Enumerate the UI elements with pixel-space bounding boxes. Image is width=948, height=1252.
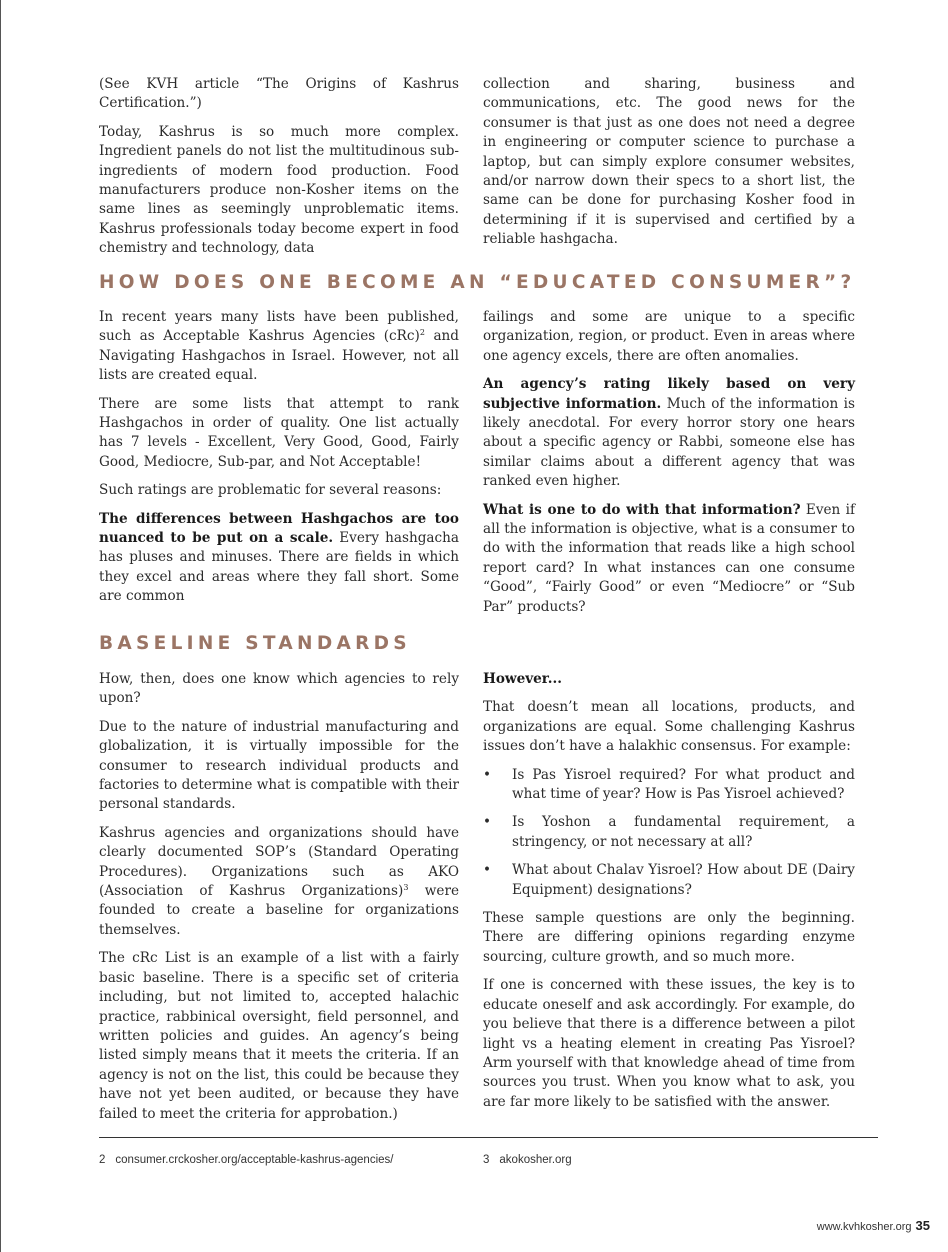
- section1-left-column: [99, 308, 459, 616]
- section-heading-educated-consumer: HOW DOES ONE BECOME AN “EDUCATED CONSUMER”?: [99, 272, 856, 293]
- bold-lead: The differences between Hashgachos are too nuanced to be put on a scale.: [99, 510, 459, 547]
- paragraph: Today, Kashrus is so much more complex. Ingredient panels do not list the multitudinous sub-ingredients of modern food production. Food manufacturers produce non-Kosher items on the same lines as seemingly unproblematic items. Kashrus professionals today become expert in food chemistry and technology, data: [99, 123, 459, 257]
- footnote-3: [483, 1154, 572, 1166]
- paragraph: An agency’s rating likely based on very subjective information. Much of the information is likely anecdotal. For every horror story one hears about a specific agency or Rabbi, someone else has similar claims about a different agency that was ranked even higher.: [483, 376, 855, 490]
- section2-left-column: [99, 670, 459, 1133]
- section-heading-baseline-standards: BASELINE STANDARDS: [99, 633, 411, 654]
- bullet-icon: •: [483, 862, 492, 879]
- footnote-2: [99, 1154, 393, 1166]
- subheading-however: However...: [483, 671, 562, 687]
- list-item: • Is Yoshon a fundamental requirement, a stringency, or not necessary at all?: [483, 814, 855, 850]
- footnote-number: 2: [99, 1154, 106, 1166]
- paragraph: failings and some are unique to a specific organization, region, or product. Even in areas where one agency excels, there are often anomalies.: [483, 309, 855, 364]
- paragraph: The differences between Hashgachos are too nuanced to be put on a scale. Every hashgacha has pluses and minuses. There are fields in which they excel and areas where they fall short. Some are common: [99, 510, 460, 605]
- footnote-ref: 3: [403, 883, 409, 893]
- paragraph: Due to the nature of industrial manufacturing and globalization, it is virtually impossible for the consumer to research individual products and factories to determine what is compatible with their personal standards.: [99, 718, 459, 813]
- paragraph: That doesn’t mean all locations, products, and organizations are equal. Some challenging Kashrus issues don’t have a halakhic consensus. For example:: [483, 699, 855, 755]
- page-edge-line: [0, 0, 1, 1252]
- list-item: • What about Chalav Yisroel? How about DE (Dairy Equipment) designations?: [483, 862, 855, 898]
- paragraph: These sample questions are only the beginning. There are differing opinions regarding enzyme sourcing, culture growth, and so much more.: [483, 910, 855, 965]
- footnote-link: akokosher.org: [499, 1154, 572, 1166]
- paragraph: In recent years many lists have been published, such as Acceptable Kashrus Agencies (cRc)$^2$ and Navigating Hashgachos in Israel. However, not all lists are created equal.: [99, 309, 460, 384]
- paragraph: collection and sharing, business and communications, etc. The good news for the consumer is that just as one does not need a degree in engineering or computer science to purchase a laptop, but can simply explore consumer websites, and/or narrow down their specs to a short list, the same can be done for purchasing Kosher food in determining if it is supervised and certified by a reliable hashgacha.: [483, 76, 855, 248]
- paragraph: How, then, does one know which agencies to rely upon?: [99, 671, 459, 707]
- bullet-icon: •: [483, 814, 492, 831]
- footer-website: www.kvhkosher.org: [816, 1221, 912, 1233]
- page-number: 35: [915, 1218, 930, 1233]
- section2-right-column: [483, 670, 855, 1121]
- list-item: • Is Pas Yisroel required? For what product and what time of year? How is Pas Yisroel achieved?: [483, 766, 855, 803]
- footnote-divider: [99, 1137, 878, 1138]
- footnote-ref: 2: [419, 328, 425, 338]
- bullet-icon: •: [483, 766, 492, 783]
- paragraph: Kashrus agencies and organizations should have clearly documented SOP’s (Standard Operating Procedures). Organizations such as AKO (Association of Kashrus Organizations)$^3$ were founded to create a baseline for organizations themselves.: [99, 824, 459, 938]
- bold-lead: What is one to do with that information?: [483, 501, 801, 518]
- paragraph: (See KVH article “The Origins of Kashrus Certification.”): [99, 76, 459, 112]
- footnote-number: 3: [483, 1154, 490, 1166]
- question-list: [483, 766, 855, 900]
- paragraph: What is one to do with that information? Even if all the information is objective, what is a consumer to do with the information that reads like a high school report card? In what instances can one consume “Good”, “Fairly Good” or even “Mediocre” or “Sub Par” products?: [483, 501, 855, 615]
- paragraph: If one is concerned with these issues, the key is to educate oneself and ask accordingly. For example, do you believe that there is a difference between a pilot light vs a heating element in creating Pas Yisroel? Arm yourself with that knowledge ahead of time from sources you trust. When you know what to ask, you are far more likely to be satisfied with the answer.: [483, 977, 855, 1110]
- section1-right-column: [483, 308, 855, 626]
- paragraph: Such ratings are problematic for several reasons:: [99, 482, 442, 499]
- bold-lead: An agency’s rating likely based on very subjective information.: [483, 376, 855, 412]
- paragraph: There are some lists that attempt to rank Hashgachos in order of quality. One list actually has 7 levels - Excellent, Very Good, Good, Fairly Good, Mediocre, Sub-par, and Not Acceptable!: [99, 395, 459, 470]
- top-left-column: [99, 75, 459, 268]
- footnote-link: consumer.crckosher.org/acceptable-kashrus-agencies/: [115, 1154, 394, 1166]
- top-right-column: [483, 75, 855, 259]
- page-footer: [817, 1218, 930, 1233]
- paragraph: The cRc List is an example of a list with a fairly basic baseline. There is a specific set of criteria including, but not limited to, accepted halachic practice, rabbinical oversight, field personnel, and written policies and guides. An agency’s being listed simply means that it meets the criteria. If an agency is not on the list, this could be because they have not yet been audited, or because they have failed to meet the criteria for approbation.): [99, 950, 459, 1122]
